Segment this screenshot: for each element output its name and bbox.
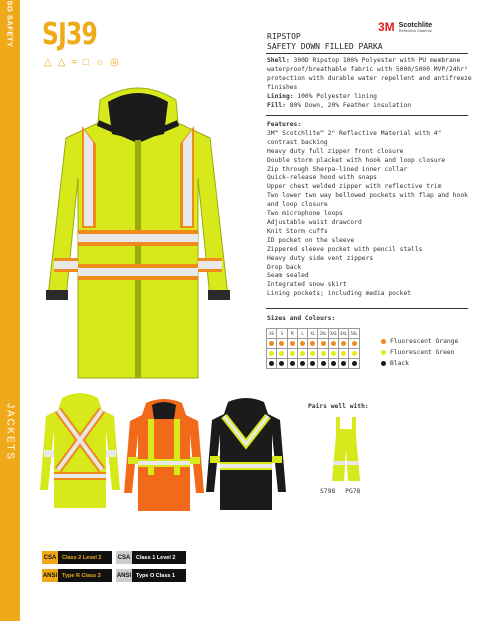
brand-sub: Reflective Material (398, 27, 432, 33)
pair-code: S798 (320, 488, 336, 495)
availability-dot (331, 361, 336, 366)
size-label: M (287, 329, 297, 339)
size-label: S (277, 329, 287, 339)
availability-dot (331, 341, 336, 346)
legend-label: Fluorescent Green (390, 349, 455, 356)
availability-cell (339, 359, 349, 369)
divider (266, 308, 468, 309)
availability-dot (310, 361, 315, 366)
availability-dot (352, 341, 357, 346)
size-label: XL (308, 329, 318, 339)
availability-dot (279, 361, 284, 366)
availability-dot (300, 351, 305, 356)
feature-item: Double storm placket with hook and loop closure (267, 156, 446, 164)
feature-item: Drop back (267, 263, 302, 271)
legend-label: Fluorescent Orange (390, 338, 459, 345)
feature-item: Seam sealed (267, 272, 309, 280)
availability-dot (352, 361, 357, 366)
feature-item: ID pocket on the sleeve (267, 236, 355, 244)
availability-dot (341, 361, 346, 366)
cert-class: Type O Class 1 (132, 569, 186, 582)
legend-item (381, 338, 458, 345)
cert-standard: CSA (116, 551, 132, 564)
wind-icon: ≈ (71, 57, 77, 68)
size-label: 5XL (349, 329, 359, 339)
green-jacket-back-image (40, 390, 120, 512)
feature-item: Integrated snow skirt (267, 281, 347, 289)
feature-item: Lining pockets; including media pocket (267, 290, 412, 298)
availability-cell (349, 339, 359, 349)
sun-icon: ☼ (94, 57, 105, 68)
fire-icon: △ (57, 57, 66, 68)
orange-jacket-image (124, 397, 204, 515)
cert-standard: ANSI (116, 569, 132, 582)
availability-dot (321, 361, 326, 366)
availability-cell (277, 339, 287, 349)
cert-badge (42, 569, 112, 582)
feature-item: Quick-release hood with snaps (267, 174, 377, 182)
pair-code: PG78 (345, 488, 361, 495)
size-label: XS (267, 329, 277, 339)
features-heading: Features: (267, 121, 302, 128)
category-sidebar (0, 0, 20, 621)
availability-dot (269, 351, 274, 356)
feature-item: Upper chest welded zipper with reflective trim (267, 183, 442, 191)
feature-item: Two microphone loops (267, 210, 343, 218)
availability-dot (300, 341, 305, 346)
target-icon: ◎ (110, 57, 119, 68)
availability-cell (297, 349, 307, 359)
size-header-row (267, 329, 360, 339)
availability-cell (339, 349, 349, 359)
availability-cell (287, 339, 297, 349)
legend-dot (381, 350, 386, 355)
brand-label: SG SAFETY (5, 0, 15, 48)
legend-item (381, 349, 454, 356)
spec-list (267, 57, 472, 110)
availability-dot (321, 341, 326, 346)
feature-item: Two lower two way bellowed pockets with flap and hook and loop closure (267, 192, 468, 209)
cert-standard: ANSI (42, 569, 58, 582)
availability-dot (331, 351, 336, 356)
availability-cell (287, 349, 297, 359)
availability-cell (267, 339, 277, 349)
availability-dot (279, 341, 284, 346)
legend-item (381, 360, 409, 367)
feature-item: Zip through Sherpa-lined inner collar (267, 165, 408, 173)
availability-dot (310, 351, 315, 356)
availability-dot (290, 351, 295, 356)
spec-label: Fill: (267, 101, 286, 109)
size-label: 3XL (328, 329, 338, 339)
colour-row (267, 359, 360, 369)
legend-dot (381, 361, 386, 366)
availability-dot (310, 341, 315, 346)
availability-dot (269, 361, 274, 366)
availability-cell (308, 359, 318, 369)
availability-cell (277, 349, 287, 359)
size-label: 4XL (339, 329, 349, 339)
colour-row (267, 339, 360, 349)
spec-label: Lining: (267, 92, 294, 100)
spec-label: Shell: (267, 57, 290, 64)
spec-row (267, 102, 472, 111)
product-title: RIPSTOP SAFETY DOWN FILLED PARKA (267, 32, 383, 51)
availability-cell (349, 359, 359, 369)
cert-badge (116, 551, 186, 564)
cert-badge (116, 569, 186, 582)
cert-class: Class 2 Level 2 (58, 551, 112, 564)
divider (266, 115, 468, 116)
spec-row (267, 57, 472, 93)
cert-badge (42, 551, 112, 564)
colour-row (267, 349, 360, 359)
spec-text: 80% Down, 20% Feather insulation (285, 101, 412, 109)
3m-logo: 3M (378, 20, 395, 34)
feature-item: Zippered sleeve pocket with pencil stalls (267, 245, 423, 253)
size-colour-grid (266, 328, 360, 369)
spec-row (267, 93, 472, 102)
feature-item: 3M™ Scotchlite™ 2" Reflective Material with 4" contrast backing (267, 129, 442, 146)
availability-dot (321, 351, 326, 356)
cert-class: Type R Class 3 (58, 569, 112, 582)
availability-dot (279, 351, 284, 356)
spec-text: 100% Polyester lining (293, 92, 377, 100)
size-label: 2XL (318, 329, 328, 339)
breathable-icon: □ (82, 57, 89, 68)
size-label: L (297, 329, 307, 339)
availability-cell (318, 339, 328, 349)
features-list (267, 130, 472, 299)
availability-cell (277, 359, 287, 369)
availability-dot (290, 341, 295, 346)
availability-cell (318, 359, 328, 369)
feature-item: Heavy duty side vent zippers (267, 254, 374, 262)
feature-item: Heavy duty full zipper front closure (267, 147, 404, 155)
availability-cell (297, 339, 307, 349)
availability-dot (269, 341, 274, 346)
availability-cell (328, 339, 338, 349)
availability-cell (287, 359, 297, 369)
availability-cell (318, 349, 328, 359)
spec-text: 300D Ripstop 100% Polyester with PU membrane waterproof/breathable fabric with 5000/5000 MVP/24hr² protection with durable water repellent and antifreeze finishes (267, 57, 472, 91)
availability-dot (290, 361, 295, 366)
availability-dot (352, 351, 357, 356)
bib-pants-image (326, 415, 366, 483)
sizes-heading: Sizes and Colours: (267, 315, 336, 322)
black-jacket-image (206, 396, 286, 514)
category-label: JACKETS (4, 403, 16, 461)
product-code: SJ39 (42, 17, 98, 52)
availability-cell (328, 349, 338, 359)
availability-cell (328, 359, 338, 369)
main-jacket-image (38, 78, 238, 396)
availability-cell (267, 349, 277, 359)
pairs-heading: Pairs well with: (308, 403, 369, 410)
legend-dot (381, 339, 386, 344)
feature-item: Knit Storm cuffs (267, 227, 328, 235)
availability-cell (308, 339, 318, 349)
features-section (267, 121, 472, 299)
availability-cell (308, 349, 318, 359)
divider (266, 53, 468, 54)
brand-logo (378, 20, 432, 34)
cert-class: Class 1 Level 2 (132, 551, 186, 564)
cert-standard: CSA (42, 551, 58, 564)
availability-dot (300, 361, 305, 366)
availability-cell (349, 349, 359, 359)
feature-icons (44, 58, 119, 68)
availability-cell (339, 339, 349, 349)
availability-cell (297, 359, 307, 369)
feature-item: Adjustable waist drawcord (267, 218, 362, 226)
brand-name: Scotchlite (398, 21, 433, 29)
availability-dot (341, 341, 346, 346)
pairs-codes (320, 488, 360, 497)
availability-cell (267, 359, 277, 369)
availability-dot (341, 351, 346, 356)
legend-label: Black (390, 360, 409, 367)
waterproof-icon: △ (44, 57, 52, 68)
